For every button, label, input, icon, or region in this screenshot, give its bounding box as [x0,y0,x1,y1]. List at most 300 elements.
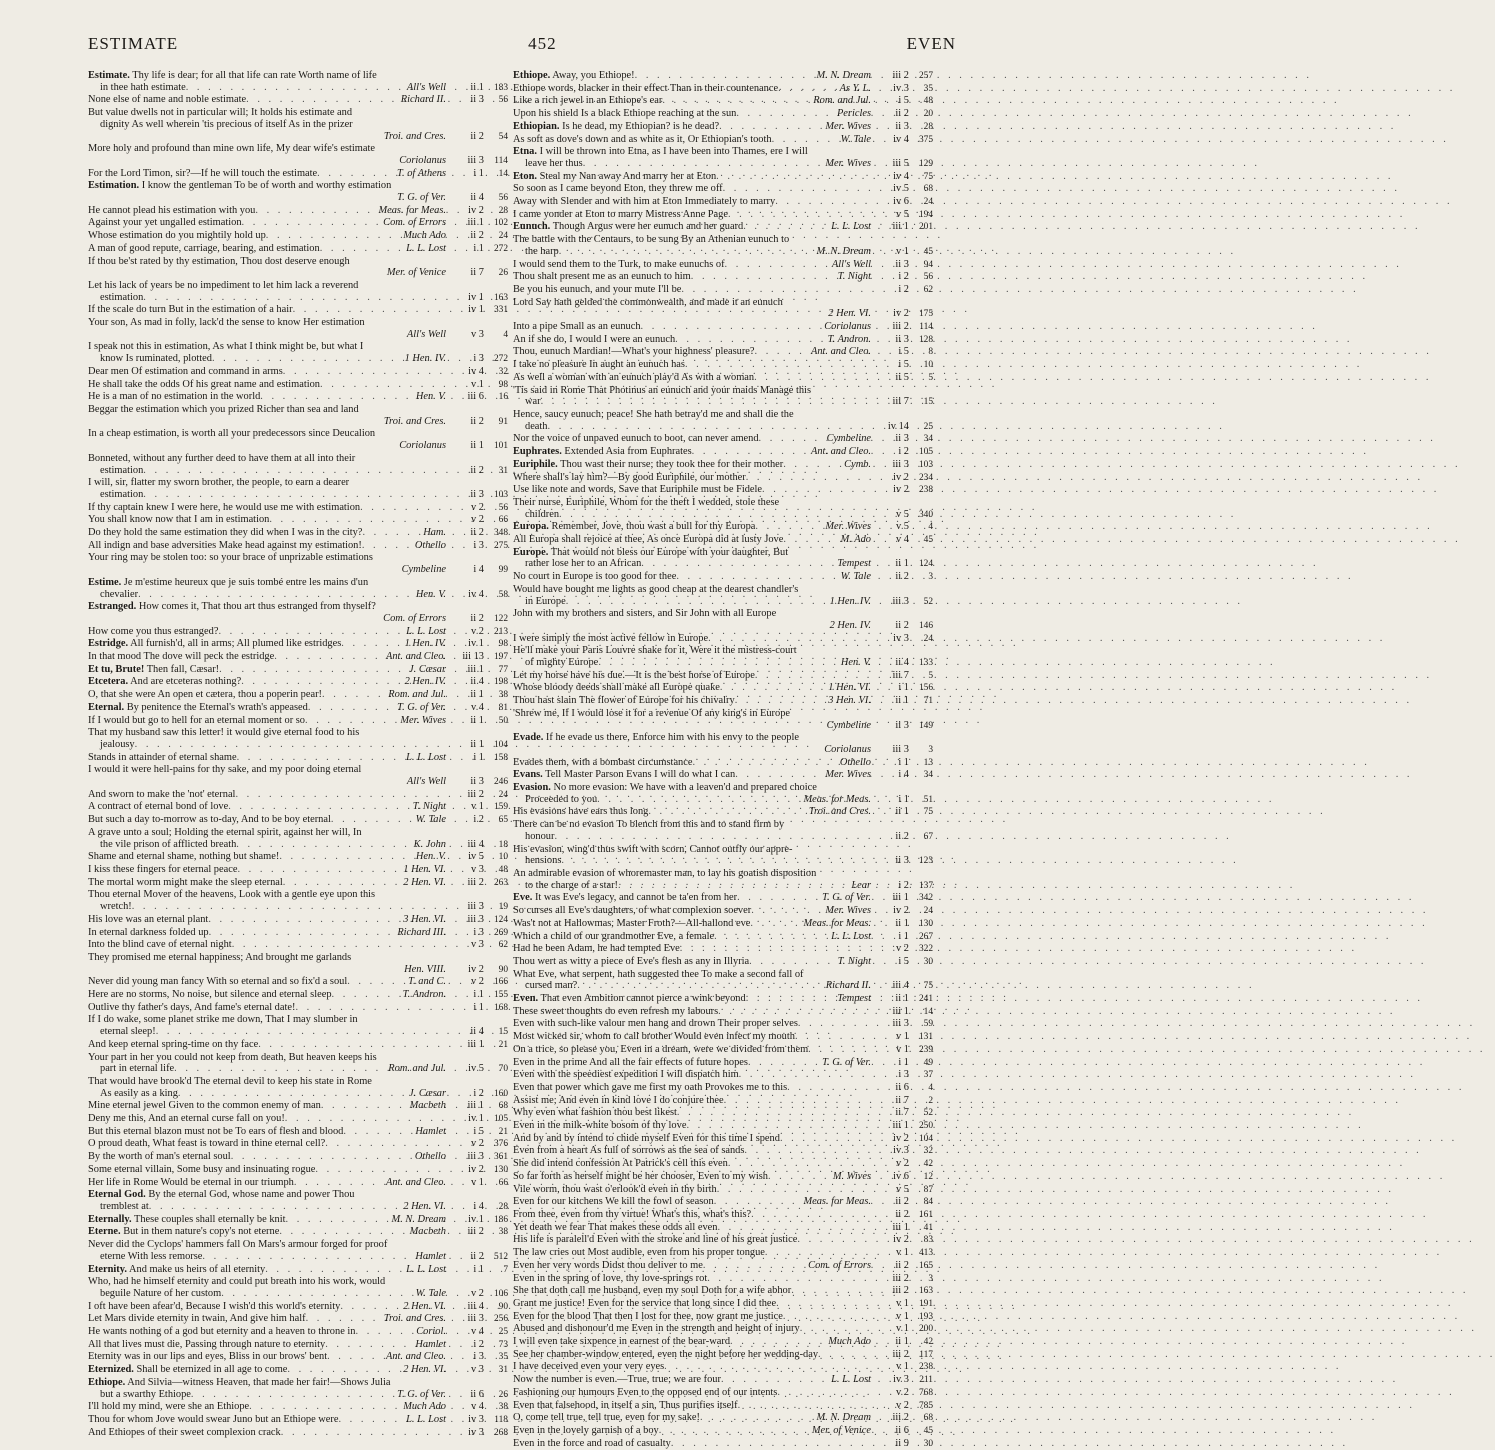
headword: Ethiopian. [513,120,560,132]
quotation-line [88,789,508,802]
quotation-line [88,564,508,577]
dot-leader [221,1288,413,1300]
play-reference: Cymbeline [401,564,446,576]
dot-leader [208,914,401,926]
quotation-text: For the Lord Timon, sir?—If he will touch the estimate [88,167,318,179]
quotation-text: Now the number is even.—True, true; we are four [513,1374,721,1386]
play-reference: As Y. L. [839,82,871,94]
line-number: 25 [923,421,933,432]
quotation-text: I will even take sixpence in earnest of the bear-ward [513,1336,731,1348]
dot-leader [306,1313,382,1325]
line-number: 342 [918,893,933,904]
quotation-line [88,1339,508,1352]
line-number: 5 [928,670,933,681]
line-number: 272 [493,243,508,254]
quotation-line [88,877,508,890]
act-scene: ii 4 [470,676,484,688]
line-number: 67 [923,831,933,842]
act-scene: i 3 [473,353,484,365]
quotation-line [513,209,933,222]
quotation-text: John with my brothers and sisters, and Sir John with all Europe [513,608,777,620]
line-number: 257 [918,71,933,81]
quotation-text: children [525,508,560,520]
dot-leader [202,1251,413,1263]
act-scene: i 2 [898,271,909,283]
line-number: 375 [918,134,933,145]
quotation-line [513,346,933,359]
line-number: 38 [498,1402,508,1413]
quotation-line [88,1239,508,1251]
quotation-line [88,1313,508,1326]
act-scene: ii 2 [470,415,484,427]
line-number: 8 [928,347,933,358]
line-number: 51 [923,794,933,805]
quotation-text: Et tu, Brute! Then fall, Cæsar! [88,663,220,675]
dot-leader [743,221,829,233]
quotation-line [513,844,933,856]
headword-entry [513,892,933,905]
quotation-line [513,534,933,547]
play-reference: Coriolanus [399,440,446,452]
line-number: 41 [923,1222,933,1233]
quotation-line [88,1201,508,1214]
quotation-text: Your part in her you could not keep from death, But heaven keeps his [88,1051,377,1063]
act-scene: v 3 [471,1364,484,1376]
line-number: 146 [918,620,933,631]
play-reference: Ant. and Cleo. [810,446,871,458]
quotation-text: in thee hath estimate [100,81,186,93]
line-number: 163 [493,292,508,303]
quotation-text: They promised me eternal happiness; And brought me garlands [88,951,352,963]
headword-entry [88,1226,508,1239]
quotation-line [513,1222,933,1235]
quotation-line [513,433,933,446]
headword: Etna. [513,146,537,158]
act-scene: iii 1 [892,892,909,904]
dot-leader [677,1107,871,1119]
line-number: 239 [918,1044,933,1055]
line-number: 30 [923,1438,933,1449]
dot-leader [583,158,824,170]
dot-leader [231,1151,413,1163]
line-number: 91 [498,416,508,427]
quotation-text: Eternal God. By the eternal God, whose name and power Thou [88,1189,355,1201]
act-scene: iii 2 [892,1285,909,1297]
quotation-line [513,969,933,981]
quotation-line [88,465,508,478]
line-number: 267 [918,931,933,942]
quotation-line [88,243,508,256]
act-scene: i 1 [473,242,484,254]
act-scene: iii 2 [467,1226,484,1238]
quotation-text: Never did the Cyclops' hammers fall On Mars's armour forged for proof [88,1239,388,1251]
quotation-line [513,134,933,147]
act-scene: iv 2 [893,308,909,320]
quotation-text: So curses all Eve's daughters, of what complexion soever [513,905,752,917]
act-scene: v 4 [471,1326,484,1338]
act-scene: i 1 [473,989,484,1001]
act-scene: iii 3 [892,595,909,607]
play-reference: Troi. and Cres. [383,130,446,142]
headword-entry [513,70,933,83]
quotation-text: And Ethiopes of their sweet complexion crack [88,1426,281,1438]
dot-leader [241,676,402,688]
headword-entry [88,577,508,589]
dot-leader [691,271,836,283]
dot-leader [728,1158,871,1170]
quotation-text: Their nurse, Euriphile, Whom for the theft I wedded, stole these [513,496,780,508]
quotation-line [88,477,508,489]
quotation-line [513,831,933,844]
quotation-text: Lord Say hath gelded the commonwealth, and made it an eunuch [513,296,783,308]
dot-leader [279,851,414,863]
quotation-text: I'll hold my mind, were she an Ethiope [88,1401,250,1413]
act-scene: iii 2 [892,321,909,333]
play-reference: 2 Hen. VI. [403,1364,446,1376]
headword-entry [88,1189,508,1201]
quotation-text: Eton. Steal my Nan away And marry her at Eton [513,170,717,182]
act-scene: ii 2 [895,571,909,583]
headword: Europa. [513,521,549,533]
act-scene: ii 2 [470,527,484,539]
play-reference: Hamlet [415,1338,446,1350]
line-number: 45 [923,535,933,546]
quotation-text: I speak not this in estimation, As what I think might be, but what I [88,341,364,353]
quotation-text: Here are no storms, No noise, but silence and eternal sleep [88,989,332,1001]
quotation-line [513,259,933,272]
line-number: 30 [923,956,933,967]
line-number: 331 [493,305,508,316]
headword-entry [88,180,508,192]
quotation-line [88,131,508,144]
headword-entry [88,702,508,715]
dot-leader [322,689,386,701]
act-scene: v 1 [471,801,484,813]
quotation-line [513,757,933,770]
quotation-line [513,385,933,397]
act-scene: iv 3 [893,1374,909,1386]
quotation-line [513,794,933,807]
quotation-line [88,1100,508,1113]
quotation-line [88,1351,508,1364]
quotation-line [88,889,508,901]
quotation-line [513,284,933,297]
quotation-line [88,952,508,964]
headword: Ethiope. [88,1376,126,1388]
line-number: 16 [498,392,508,403]
line-number: 10 [923,360,933,371]
dot-leader [659,1425,810,1437]
act-scene: i 4 [473,564,484,576]
act-scene: iii 7 [892,396,909,408]
dot-leader [728,209,871,221]
dot-leader [356,1326,415,1338]
line-number: 268 [493,1427,508,1438]
quotation-text: Thou wert as witty a piece of Eve's flesh as any in Illyria [513,955,750,967]
line-number: 104 [918,1133,933,1144]
quotation-text: Evans. Tell Master Parson Evans I will do what I can [513,769,736,781]
quotation-text: I would send them to the Turk, to make eunuchs of [513,258,725,270]
play-reference: J. Cæsar [409,663,446,675]
dot-leader [186,82,405,94]
headword-entry [513,146,933,158]
line-number: 66 [498,1177,508,1188]
quotation-text: dignity As well wherein 'tis precious of itself As in the prizer [100,118,353,130]
quotation-line [88,119,508,131]
act-scene: ii 7 [470,267,484,279]
quotation-line [88,613,508,626]
quotation-line [513,1336,933,1349]
line-number: 45 [923,1425,933,1436]
quotation-line [88,976,508,989]
act-scene: v 4 [896,534,909,546]
act-scene: iii 1 [467,1100,484,1112]
quotation-text: Dear men Of estimation and command in arms [88,365,283,377]
act-scene: iv 3 [893,82,909,94]
quotation-line [88,827,508,839]
quotation-text: A man of good repute, carriage, bearing, and estimation [88,242,320,254]
line-number: 768 [918,1387,933,1398]
quotation-line [88,192,508,205]
play-reference: Lear [851,879,871,891]
play-reference: M. Ado [840,534,871,546]
quotation-line [513,472,933,485]
act-scene: iv 4 [893,133,909,145]
quotation-text: His love was an eternal plant [88,913,209,925]
quotation-text: Had he been Adam, he had tempted Eve [513,943,680,955]
dot-leader [708,633,871,645]
act-scene: iv 3 [468,1413,484,1425]
dot-leader [692,757,837,769]
dot-leader [676,571,838,583]
line-number: 213 [493,626,508,637]
dot-leader [718,1006,871,1018]
quotation-text: Etna. I will be thrown into Etna, as I have been into Thames, ere I will [513,146,808,158]
headword-entry [513,993,933,1006]
line-number: 263 [493,877,508,888]
dot-leader [772,134,839,146]
quotation-text: 'Tis said in Rome That Photinus an eunuch and your maids Manage this [513,384,811,396]
line-number: 161 [918,1209,933,1220]
line-number: 90 [498,964,508,975]
line-number: 137 [918,880,933,891]
dot-leader [143,465,446,477]
quotation-line [513,1349,933,1362]
act-scene: v 2 [471,625,484,637]
play-reference: Hen. V. [415,851,446,863]
act-scene: ii 3 [895,719,909,731]
quotation-text: Proceeded to you [525,793,598,805]
play-reference: T. Night [837,271,871,283]
dot-leader [347,976,406,988]
quotation-line [513,1095,933,1108]
quotation-line [88,1288,508,1301]
play-reference: Mer. Wives [400,714,446,726]
dot-leader [719,121,823,133]
play-reference: T. G. of Ver. [397,192,446,204]
line-number: 26 [498,268,508,279]
play-reference: Hamlet [415,1125,446,1137]
quotation-line [88,329,508,342]
quotation-line [513,1209,933,1222]
quotation-line [513,1171,933,1184]
quotation-text: Eve. It was Eve's legacy, and cannot be ta'en from her [513,892,738,904]
quotation-text: Shame and eternal shame, nothing but shame! [88,851,280,863]
act-scene: v 1 [896,1323,909,1335]
play-reference: 2 Hen. VI. [403,1200,446,1212]
dot-leader [269,514,446,526]
dot-leader [749,956,836,968]
quotation-text: O, that she were An open et cætera, thou a poperin pear! [88,689,322,701]
quotation-line [513,1285,933,1298]
quotation-line [513,1298,933,1311]
play-reference: Cymbeline [826,719,871,731]
quotation-text: 'Shrew me, If I would lose it for a revenue Of any king's in Europe [513,707,791,719]
line-number: 66 [498,515,508,526]
line-number: 256 [493,1314,508,1325]
quotation-text: Even for our kitchens We kill the fowl of season [513,1196,714,1208]
act-scene: iii 2 [467,788,484,800]
dot-leader [325,1138,446,1150]
act-scene: iii 1 [892,1221,909,1233]
headword: Eternity. [88,1263,127,1275]
act-scene: i 1 [473,1001,484,1013]
line-number: 28 [498,205,508,216]
dot-leader [755,346,809,358]
page-number: 452 [528,34,557,53]
quotation-text: Estranged. How comes it, That thou art thus estranged from thyself? [88,601,376,613]
quotation-line [88,1014,508,1026]
play-reference: All's Well [831,258,871,270]
dot-leader [331,814,414,826]
play-reference: M. N. Dream [391,1213,446,1225]
dot-leader [739,1069,871,1081]
quotation-text: Let Mars divide eternity in twain, And give him half [88,1313,306,1325]
play-reference: Meas. for Meas. [803,917,871,929]
quotation-line [513,308,933,321]
quotation-line [88,416,508,429]
play-reference: Meas. for Meas. [378,204,446,216]
dot-leader [249,1401,401,1413]
act-scene: ii 3 [470,94,484,106]
dot-leader [315,1164,446,1176]
quotation-text: Thou shalt present me as an eunuch to him [513,271,691,283]
play-reference: J. Cæsar [409,1087,446,1099]
dot-leader [541,396,871,408]
quotation-text: If I do wake, some planet strike me down, That I may slumber in [88,1014,358,1026]
act-scene: i 1 [473,1263,484,1275]
quotation-text: to the charge of a star! [525,879,618,891]
quotation-text: That my husband saw this letter! it would give eternal food to his [88,727,360,739]
quotation-text: Was't not at Hallowmas, Master Froth?—All-hallond eve [513,917,751,929]
quotation-text: estimation [100,291,144,303]
line-number: 102 [493,218,508,229]
act-scene: i 5 [898,359,909,371]
headword-entry [88,70,508,82]
line-number: 168 [493,1002,508,1013]
dot-leader [775,196,871,208]
quotation-line [513,1069,933,1082]
dot-leader [778,83,838,95]
dot-leader [762,484,871,496]
quotation-text: Even her very words Didst thou deliver to me [513,1259,703,1271]
quotation-line [513,880,933,893]
act-scene: v 2 [471,1138,484,1150]
line-number: 50 [498,715,508,726]
line-number: 114 [919,322,933,333]
play-reference: Troi. and Cres. [808,806,871,818]
play-reference: L. L. Lost [406,1413,446,1425]
line-number: 75 [923,981,933,992]
act-scene: iii 3 [892,458,909,470]
act-scene: ii 2 [470,230,484,242]
quotation-text: Some eternal villain, Some busy and insinuating rogue [88,1163,316,1175]
act-scene: ii 4 [470,192,484,204]
act-scene: v 5 [896,1183,909,1195]
play-reference: Meas. for Meas. [803,793,871,805]
quotation-line [88,1138,508,1151]
dot-leader [209,927,396,939]
line-number: 42 [923,1337,933,1348]
quotation-text: And keep eternal spring-time on thy face [88,1038,259,1050]
line-number: 81 [498,702,508,713]
dot-leader [212,353,403,365]
quotation-line [513,708,933,720]
quotation-text: More holy and profound than mine own life, My dear wife's estimate [88,143,375,155]
play-reference: L. L. Lost [406,625,446,637]
line-number: 158 [493,752,508,763]
play-reference: T. of Athens [397,167,446,179]
dot-leader [362,527,421,539]
headword: Eton. [513,170,537,182]
act-scene: i 1 [898,930,909,942]
quotation-text: Even that falsehood, in itself a sin, Thus purifies itself [513,1399,738,1411]
quotation-line [513,421,933,434]
quotation-text: Against your yet ungalled estimation [88,217,242,229]
quotation-line [88,1052,508,1064]
quotation-text: That would have brook'd The eternal devil to keep his state in Rome [88,1075,372,1087]
play-reference: Mer. of Venice [811,1424,871,1436]
act-scene: v 2 [896,943,909,955]
act-scene: i 1 [898,756,909,768]
play-reference: M. Wives [832,1170,871,1182]
line-number: 15 [498,1027,508,1038]
dot-leader [717,1222,871,1234]
play-reference: Rom. and Jul. [813,95,871,107]
quotation-line [513,868,933,880]
line-number: 98 [498,639,508,650]
act-scene: iv 4 [893,170,909,182]
act-scene: ii 3 [895,258,909,270]
quotation-text: Your son, As mad in folly, lack'd the sense to know Her estimation [88,317,365,329]
quotation-line [88,94,508,107]
quotation-line [513,246,933,259]
quotation-text: Ethiope words, blacker in their effect Than in their countenance [513,82,779,94]
act-scene: i 1 [898,793,909,805]
play-reference: Ant. and Cleo. [810,346,871,358]
quotation-line [88,901,508,914]
quotation-text: Eternized. Shall be eternized in all age to come [88,1364,288,1376]
quotation-line [88,440,508,453]
play-reference: Macbeth [409,1226,446,1238]
quotation-text: If I would but go to hell for an eternal moment or so [88,714,305,726]
quotation-text: He cannot plead his estimation with you [88,204,256,216]
quotation-line [88,626,508,639]
quotation-line [513,596,933,609]
quotation-text: honour [525,830,555,842]
dot-leader [548,421,871,433]
quotation-line [88,776,508,789]
